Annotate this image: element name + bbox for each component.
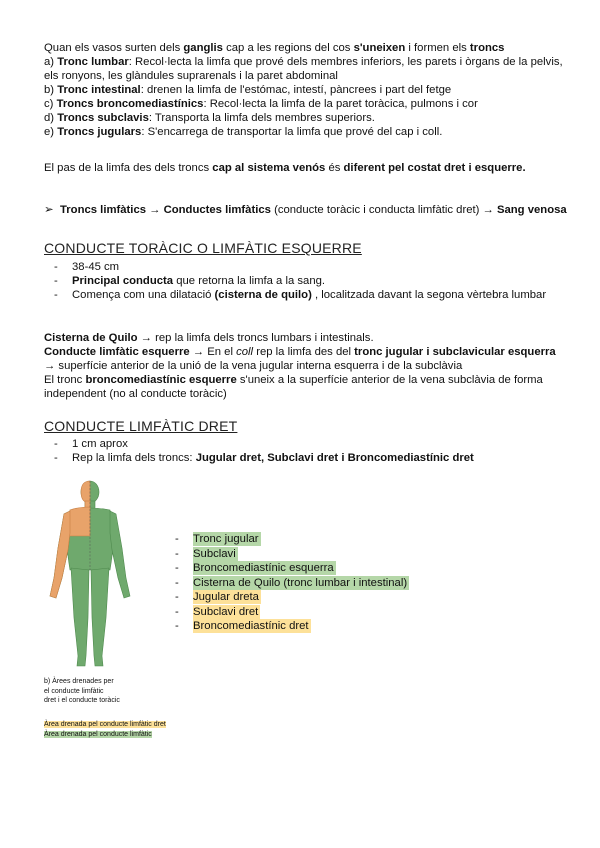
legend-key-green: Àrea drenada pel conducte limfàtic bbox=[44, 730, 152, 738]
intro-line: Quan els vasos surten dels ganglis cap a les regions del cos s'uneixen i formen els troncs bbox=[44, 42, 505, 54]
list-item: - Principal conducta que retorna la limfa a la sang. bbox=[44, 274, 564, 288]
legend-item: - Broncomediastínic dret bbox=[165, 619, 425, 634]
flow-line: ➢ Troncs limfàtics → Conductes limfàtics (conducte toràcic i conducta limfàtic dret) → Sang venosa bbox=[44, 204, 567, 216]
arrow-bullet-icon: ➢ bbox=[44, 204, 54, 216]
figure-legend-keys bbox=[44, 720, 166, 739]
heading-conducte-toracic: CONDUCTE TORÀCIC O LIMFÀTIC ESQUERRE bbox=[44, 240, 362, 256]
trunk-lumbar: a) Tronc lumbar: Recol·lecta la limfa que prové dels membres inferiors, les parets i òrgans de la pelvis, els ronyons, les glàndules suprarenals i la paret abdominal bbox=[44, 56, 563, 82]
trunk-jugulars: e) Troncs jugulars: S'encarrega de transportar la limfa que prové del cap i coll. bbox=[44, 126, 443, 138]
pas-paragraph: El pas de la limfa des dels troncs cap al sistema venós és diferent pel costat dret i esquerre. bbox=[44, 162, 526, 174]
legend-item: - Subclavi bbox=[165, 547, 425, 562]
legend-item: - Jugular dreta bbox=[165, 590, 425, 605]
dret-list bbox=[44, 437, 564, 465]
legend-item: - Cisterna de Quilo (tronc lumbar i intestinal) bbox=[165, 576, 425, 591]
figure-caption: b) Àrees drenades per el conducte limfàtic dret i el conducte toràcic bbox=[44, 678, 120, 704]
conducte-esquerre-line: Conducte limfàtic esquerre → En el coll rep la limfa des del tronc jugular i subclavicular esquerra → superfície anterior de la unió de la vena jugular interna esquerra i de la subclàvia bbox=[44, 346, 556, 372]
list-item: - Rep la limfa dels troncs: Jugular dret, Subclavi dret i Broncomediastínic dret bbox=[44, 451, 564, 465]
list-item: - 1 cm aprox bbox=[44, 437, 564, 451]
intro-paragraph bbox=[44, 41, 564, 139]
list-item: - Comença com una dilatació (cisterna de quilo) , localitzada davant la segona vèrtebra lumbar bbox=[44, 288, 564, 302]
list-item: - 38-45 cm bbox=[44, 260, 564, 274]
legend-item: - Tronc jugular bbox=[165, 532, 425, 547]
heading-conducte-dret: CONDUCTE LIMFÀTIC DRET bbox=[44, 418, 238, 434]
trunk-subclavis: d) Troncs subclavis: Transporta la limfa dels membres superiors. bbox=[44, 112, 375, 124]
trunk-intestinal: b) Tronc intestinal: drenen la limfa de l'estómac, intestí, pàncrees i part del fetge bbox=[44, 84, 452, 96]
trunk-bronco: c) Troncs broncomediastínics: Recol·lecta la limfa de la paret toràcica, pulmons i cor bbox=[44, 98, 478, 110]
legend-item: - Broncomediastínic esquerra bbox=[165, 561, 425, 576]
legend-key-yellow: Àrea drenada pel conducte limfàtic dret bbox=[44, 721, 166, 728]
toracic-details bbox=[44, 331, 564, 401]
bronco-esquerre-line: El tronc broncomediastínic esquerre s'uneix a la superfície anterior de la vena subclàvia de forma independent (no al conducte toràcic) bbox=[44, 374, 543, 400]
cisterna-line: Cisterna de Quilo → rep la limfa dels troncs lumbars i intestinals. bbox=[44, 332, 374, 344]
legend-list bbox=[165, 532, 425, 634]
lymph-drainage-body-figure bbox=[40, 478, 140, 672]
toracic-list bbox=[44, 260, 564, 302]
legend-item: - Subclavi dret bbox=[165, 605, 425, 620]
